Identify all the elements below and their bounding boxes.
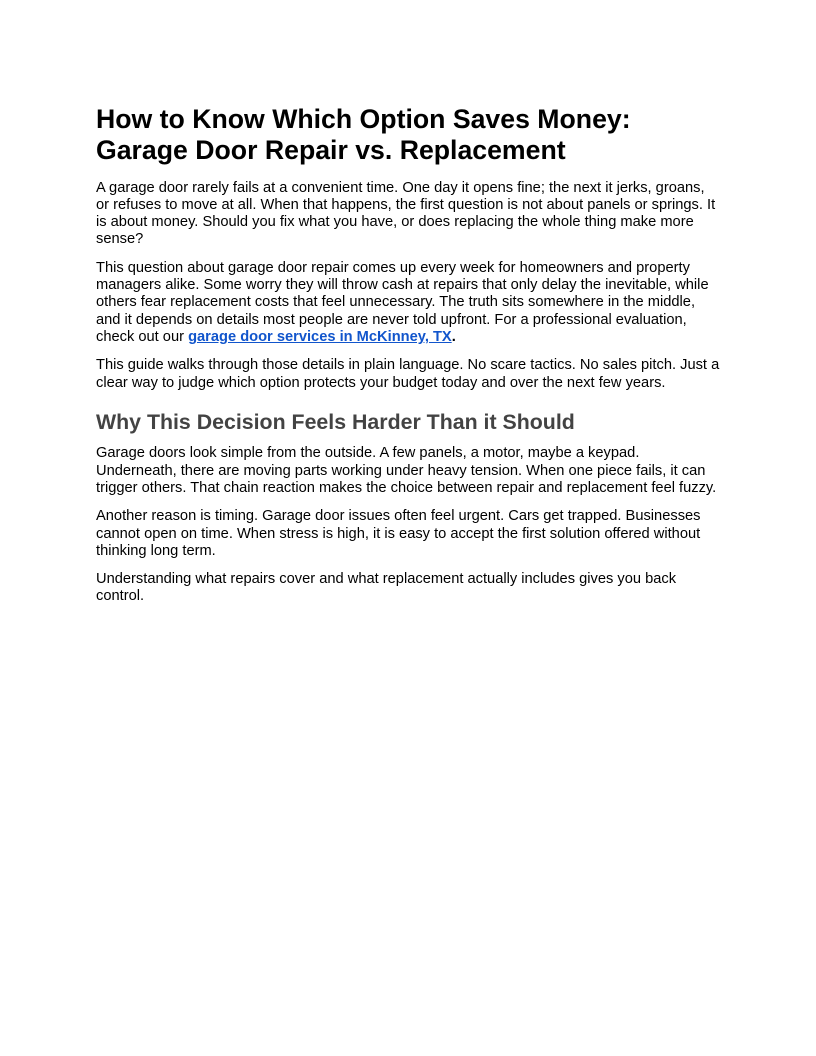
section-heading: Why This Decision Feels Harder Than it Should	[96, 409, 575, 434]
document-title-line2: Garage Door Repair vs. Replacement	[96, 134, 566, 165]
section-paragraph-2: Another reason is timing. Garage door issues often feel urgent. Cars get trapped. Businesses cannot open on time. When stress is high, it is easy to accept the first solution offered without thinking long term.	[96, 508, 701, 559]
section-paragraph-3: Understanding what repairs cover and what replacement actually includes gives you back control.	[96, 571, 677, 605]
document-title	[96, 104, 720, 166]
intro-paragraph-1: A garage door rarely fails at a convenient time. One day it opens fine; the next it jerks, groans, or refuses to move at all. When that happens, the first question is not about panels or springs. It is about money. Should you fix what you have, or does replacing the whole thing make more sense?	[96, 179, 716, 248]
intro-paragraph-3: This guide walks through those details in plain language. No scare tactics. No sales pitch. Just a clear way to judge which option protects your budget today and over the next few years.	[96, 357, 720, 391]
section-paragraph-1: Garage doors look simple from the outside. A few panels, a motor, maybe a keypad. Underneath, there are moving parts working under heavy tension. When one piece fails, it can trigger others. That chain reaction makes the choice between repair and replacement feel fuzzy.	[96, 445, 717, 496]
garage-door-services-link[interactable]: garage door services in McKinney, TX	[188, 328, 452, 345]
intro-paragraph-2-text: This question about garage door repair comes up every week for homeowners and property managers alike. Some worry they will throw cash at repairs that only delay the inevitable, while others fear replacement costs that feel unnecessary. The truth sits somewhere in the middle, and it depends on details most people are never told upfront. For a professional evaluation, check out our	[96, 259, 709, 345]
intro-paragraph-2	[96, 260, 720, 346]
intro-paragraph-2-period: .	[451, 328, 456, 345]
document-title-line1: How to Know Which Option Saves Money:	[96, 104, 631, 134]
